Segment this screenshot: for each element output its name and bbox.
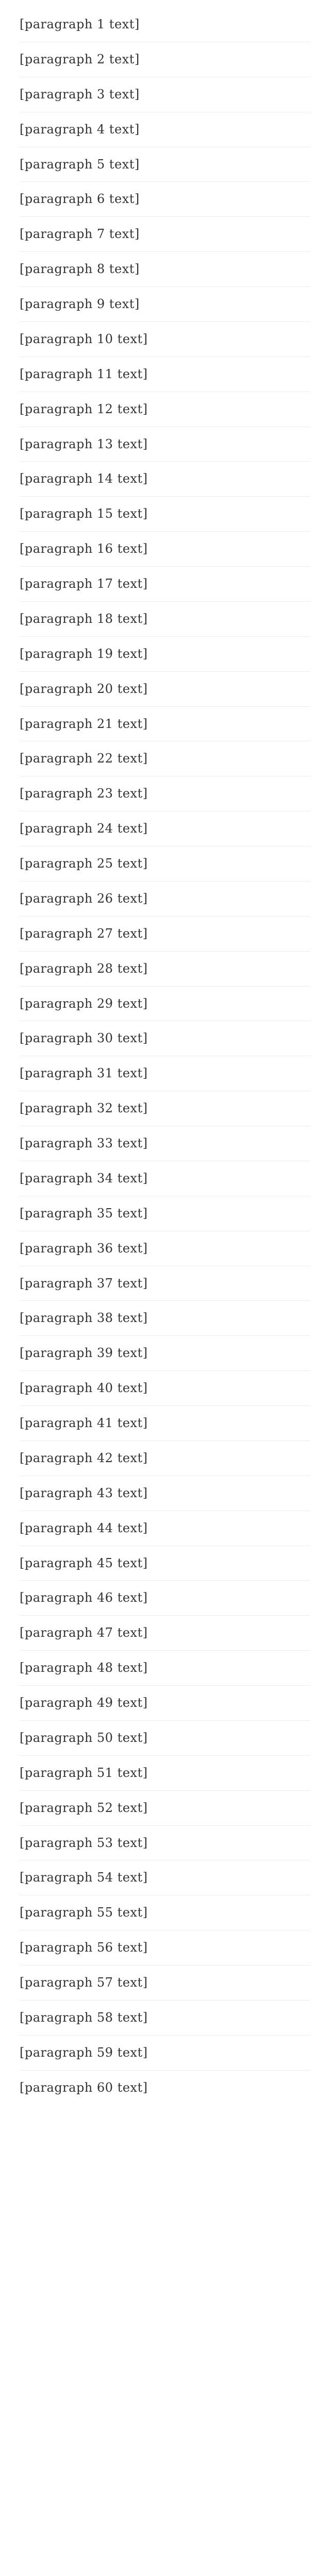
paragraph-divider [20,881,310,882]
paragraph: [paragraph 7 text] [20,227,140,242]
paragraph: [paragraph 1 text] [20,17,140,31]
paragraph-divider [20,321,310,322]
paragraph-divider [20,1615,310,1616]
paragraph: [paragraph 3 text] [20,87,140,101]
paragraph: [paragraph 2 text] [20,52,140,66]
paragraph: [paragraph 38 text] [20,1311,148,1326]
paragraph: [paragraph 30 text] [20,1031,148,1046]
paragraph-divider [20,1370,310,1371]
paragraph-divider [20,951,310,952]
paragraph-divider [20,1405,310,1406]
paragraph-divider [20,251,310,252]
paragraph-divider [20,601,310,602]
paragraph: [paragraph 19 text] [20,646,148,661]
paragraph: [paragraph 13 text] [20,436,148,451]
paragraph: [paragraph 11 text] [20,366,148,381]
paragraph-divider [20,636,310,637]
paragraph-divider [20,181,310,182]
paragraph: [paragraph 6 text] [20,192,140,207]
paragraph: [paragraph 39 text] [20,1346,148,1361]
paragraph: [paragraph 49 text] [20,1696,148,1710]
paragraph-divider [20,1720,310,1721]
paragraph: [paragraph 21 text] [20,716,148,731]
paragraph-divider [20,2000,310,2001]
paragraph: [paragraph 45 text] [20,1555,148,1570]
paragraph-divider [20,1685,310,1686]
paragraph: [paragraph 14 text] [20,471,148,486]
paragraph: [paragraph 37 text] [20,1276,148,1291]
paragraph-divider [20,1790,310,1791]
paragraph: [paragraph 5 text] [20,157,140,172]
paragraph-divider [20,2070,310,2071]
paragraph: [paragraph 15 text] [20,506,148,521]
paragraph: [paragraph 55 text] [20,1905,148,1920]
paragraph: [paragraph 23 text] [20,786,148,801]
paragraph-divider [20,1440,310,1441]
paragraph: [paragraph 32 text] [20,1101,148,1116]
paragraph: [paragraph 56 text] [20,1940,148,1955]
paragraph-divider [20,916,310,917]
paragraph-divider [20,496,310,497]
paragraph: [paragraph 4 text] [20,122,140,137]
paragraph-divider [20,671,310,672]
paragraph: [paragraph 36 text] [20,1241,148,1256]
paragraph: [paragraph 12 text] [20,401,148,416]
paragraph: [paragraph 35 text] [20,1206,148,1221]
paragraph: [paragraph 44 text] [20,1520,148,1535]
paragraph: [paragraph 28 text] [20,961,148,976]
paragraph: [paragraph 48 text] [20,1660,148,1675]
paragraph-divider [20,1580,310,1581]
paragraph: [paragraph 16 text] [20,541,148,556]
paragraph: [paragraph 51 text] [20,1765,148,1780]
paragraph: [paragraph 46 text] [20,1590,148,1605]
paragraph: [paragraph 24 text] [20,821,148,836]
paragraph-divider [20,216,310,217]
paragraph: [paragraph 9 text] [20,297,140,311]
article-body [20,14,310,2098]
paragraph: [paragraph 42 text] [20,1450,148,1465]
paragraph: [paragraph 59 text] [20,2045,148,2060]
paragraph: [paragraph 27 text] [20,926,148,941]
paragraph-divider [20,461,310,462]
paragraph-divider [20,531,310,532]
paragraph: [paragraph 22 text] [20,751,148,766]
paragraph-divider [20,986,310,987]
paragraph-divider [20,2035,310,2036]
paragraph: [paragraph 17 text] [20,577,148,591]
paragraph: [paragraph 41 text] [20,1416,148,1430]
paragraph-divider [20,1755,310,1756]
paragraph: [paragraph 52 text] [20,1800,148,1815]
paragraph-divider [20,286,310,287]
paragraph-divider [20,706,310,707]
paragraph: [paragraph 47 text] [20,1625,148,1640]
paragraph: [paragraph 31 text] [20,1066,148,1081]
paragraph-divider [20,1825,310,1826]
paragraph-divider [20,1335,310,1336]
paragraph-divider [20,1300,310,1301]
paragraph: [paragraph 40 text] [20,1381,148,1396]
paragraph: [paragraph 25 text] [20,856,148,871]
paragraph: [paragraph 26 text] [20,891,148,906]
paragraph: [paragraph 34 text] [20,1171,148,1185]
paragraph: [paragraph 50 text] [20,1730,148,1745]
paragraph: [paragraph 58 text] [20,2010,148,2025]
paragraph: [paragraph 57 text] [20,1975,148,1990]
paragraph: [paragraph 20 text] [20,681,148,696]
paragraph: [paragraph 8 text] [20,262,140,277]
paragraph-divider [20,566,310,567]
paragraph: [paragraph 18 text] [20,611,148,626]
paragraph-divider [20,1650,310,1651]
paragraph: [paragraph 54 text] [20,1870,148,1885]
paragraph: [paragraph 60 text] [20,2080,148,2095]
paragraph: [paragraph 29 text] [20,996,148,1011]
paragraph: [paragraph 43 text] [20,1485,148,1500]
paragraph: [paragraph 53 text] [20,1835,148,1850]
paragraph: [paragraph 10 text] [20,331,148,346]
paragraph: [paragraph 33 text] [20,1136,148,1150]
